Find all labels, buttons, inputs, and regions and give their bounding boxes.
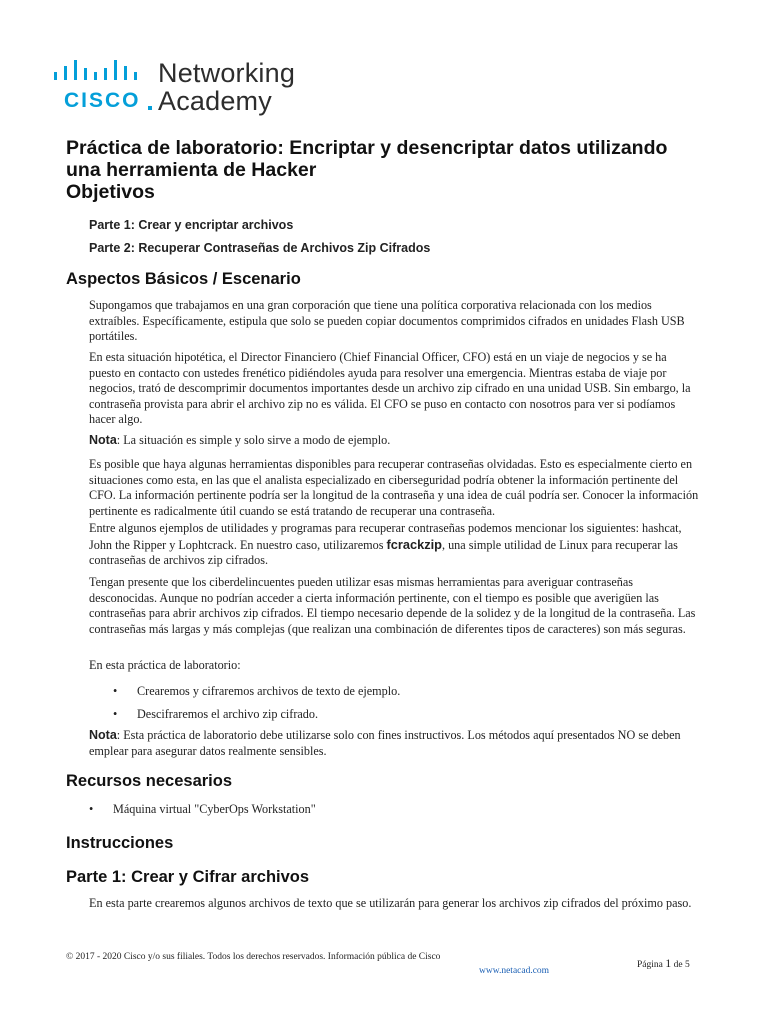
note-2-text: : Esta práctica de laboratorio debe utilizarse solo con fines instructivos. Los métodos aquí presentados NO se deben emplear para asegurar datos realmente sensibles. [89, 728, 681, 758]
background-paragraph-4 [89, 521, 701, 569]
objectives-heading: Objetivos [66, 181, 155, 203]
document-title [66, 137, 716, 203]
footer-copyright: © 2017 - 2020 Cisco y/o sus filiales. Todos los derechos reservados. Información pública de Cisco [66, 952, 441, 962]
p4-before: Entre algunos ejemplos de utilidades y programas para recuperar contraseñas podemos mencionar los siguientes: hashcat, John the Ripper y Lophtcrack. En nuestro caso, utilizaremos [89, 521, 682, 552]
title-line-1: Práctica de laboratorio: Encriptar y desencriptar datos utilizando [66, 137, 668, 159]
p4-after: , una simple utilidad de Linux para recuperar las contraseñas de archivos zip cifrados. [89, 537, 678, 568]
logo-networking: Networking [158, 58, 296, 88]
bullet-icon: • [89, 802, 94, 816]
background-paragraph-1: Supongamos que trabajamos en una gran corporación que tiene una política corporativa relacionada con los medios extraíbles. Específicamente, estipula que solo se pueden copiar documentos comprimidos cifrados en unidades Flash USB portátiles. [89, 298, 685, 344]
page-total: de 5 [673, 960, 690, 970]
background-heading: Aspectos Básicos / Escenario [66, 270, 301, 288]
note-1 [89, 433, 701, 449]
logo-academy: Academy [158, 86, 272, 116]
title-line-2: una herramienta de Hacker [66, 159, 317, 181]
note-2 [89, 728, 701, 759]
footer-page-number [637, 956, 690, 971]
fcrackzip-command: fcrackzip [386, 536, 442, 552]
background-paragraph-5: Tengan presente que los ciberdelincuentes pueden utilizar esas mismas herramientas para averiguar contraseñas desconocidas. Aunque no podrían acceder a cierta información pertinente, con el tiempo es posible que averigüen las contraseñas para abrir archivos zip cifrados. El tiempo necesario depende de la solidez y de la longitud de la contraseña. Las contraseñas más largas y más complejas (que realizan una combinación de diferentes tipos de caracteres) son más seguras. [89, 575, 696, 636]
part-1-heading: Parte 1: Crear y Cifrar archivos [66, 868, 310, 886]
background-paragraph-6: En esta práctica de laboratorio: [89, 658, 241, 672]
note-2-label: Nota [89, 728, 117, 742]
cisco-wordmark: CISCO [64, 89, 141, 112]
instructions-heading: Instrucciones [66, 834, 174, 852]
netacad-link[interactable]: www.netacad.com [479, 966, 550, 976]
background-paragraph-3: Es posible que haya algunas herramientas disponibles para recuperar contraseñas olvidadas. Esto es especialmente cierto en situaciones como esta, en las que el analista especializado en ciberseguridad podría obtener la información pertinente del CFO. La información pertinente podría ser la longitud de la contraseña y una idea de cuál podría ser. Conocer la información pertinente es radicalmente útil cuando se está tratando de recuperar una contraseña. [89, 457, 699, 518]
cisco-networking-academy-logo [52, 58, 312, 118]
bullet-icon: • [113, 707, 118, 721]
objective-part-2: Parte 2: Recuperar Contraseñas de Archivos Zip Cifrados [89, 241, 431, 255]
note-1-text: : La situación es simple y solo sirve a modo de ejemplo. [116, 433, 391, 447]
bullet-icon: • [113, 684, 118, 698]
cisco-bridge-icon [52, 58, 152, 84]
logo-dot [148, 106, 152, 110]
page-current: 1 [665, 956, 672, 970]
objective-part-1: Parte 1: Crear y encriptar archivos [89, 218, 294, 232]
resources-heading: Recursos necesarios [66, 772, 233, 790]
background-paragraph-2: En esta situación hipotética, el Director Financiero (Chief Financial Officer, CFO) está en un viaje de negocios y se ha puesto en contacto con ustedes frenético pidiéndoles ayuda para resolver una emergencia. Mientras estaba de viaje por negocios, trató de descomprimir documentos importantes desde un archivo zip cifrado en una unidad USB. Sin embargo, la contraseña provista para abrir el archivo zip no es válida. El CFO se puso en contacto con nosotros para ver si podíamos hacer algo. [89, 350, 691, 427]
note-1-label: Nota [89, 433, 117, 447]
part-1-paragraph: En esta parte crearemos algunos archivos de texto que se utilizarán para generar los archivos zip cifrados del próximo paso. [89, 896, 692, 910]
page-label: Página [637, 960, 663, 970]
